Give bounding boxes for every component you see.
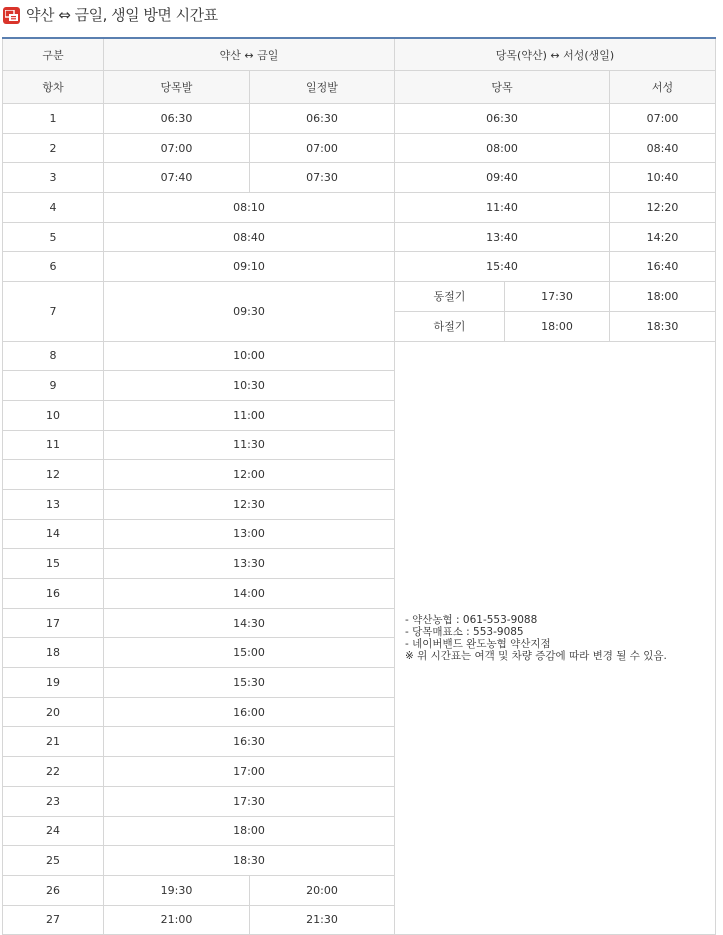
trip-number: 24 — [3, 816, 104, 846]
note-line: ※ 위 시간표는 여객 및 차량 증감에 따라 변경 될 수 있음. — [405, 649, 667, 662]
trip-number: 7 — [3, 282, 104, 341]
yaksan-geumil-time: 08:40 — [104, 222, 395, 252]
yaksan-geumil-time: 14:30 — [104, 608, 395, 638]
season-label-summer: 하절기 — [395, 311, 505, 341]
yaksan-geumil-time: 15:00 — [104, 638, 395, 668]
trip-number: 21 — [3, 727, 104, 757]
trip-number: 25 — [3, 846, 104, 876]
trip-number: 1 — [3, 104, 104, 134]
yaksan-geumil-time: 12:30 — [104, 489, 395, 519]
table-row — [3, 193, 716, 223]
trip-number: 22 — [3, 757, 104, 787]
dangmok-time: 11:40 — [395, 193, 610, 223]
dangmok-depart-time: 07:00 — [104, 133, 250, 163]
seoseong-time-winter: 18:00 — [610, 282, 716, 312]
trip-number: 18 — [3, 638, 104, 668]
contact-notes — [395, 341, 716, 935]
trip-number: 17 — [3, 608, 104, 638]
trip-number: 5 — [3, 222, 104, 252]
trip-number: 16 — [3, 579, 104, 609]
yaksan-geumil-time: 16:00 — [104, 697, 395, 727]
note-line: - 약산농협 : 061-553-9088 — [405, 613, 538, 626]
yaksan-geumil-time: 09:30 — [104, 282, 395, 341]
yaksan-geumil-time: 14:00 — [104, 579, 395, 609]
trip-number: 23 — [3, 786, 104, 816]
dangmok-time: 08:00 — [395, 133, 610, 163]
header-dangmok: 당목 — [395, 71, 610, 104]
header-trip: 항차 — [3, 71, 104, 104]
yaksan-geumil-time: 11:00 — [104, 400, 395, 430]
table-row — [3, 341, 716, 371]
trip-number: 4 — [3, 193, 104, 223]
trip-number: 3 — [3, 163, 104, 193]
trip-number: 26 — [3, 875, 104, 905]
seoseong-time: 10:40 — [610, 163, 716, 193]
table-row — [3, 163, 716, 193]
seoseong-time: 07:00 — [610, 104, 716, 134]
table-row — [3, 133, 716, 163]
dangmok-time: 09:40 — [395, 163, 610, 193]
dangmok-time: 13:40 — [395, 222, 610, 252]
yaksan-geumil-time: 18:30 — [104, 846, 395, 876]
note-line: - 네이버밴드 완도농협 약산지점 — [405, 637, 551, 650]
yaksan-geumil-time: 18:00 — [104, 816, 395, 846]
header-route-dangmok-seoseong: 당목(약산) ↔ 서성(생일) — [395, 38, 716, 71]
trip-number: 8 — [3, 341, 104, 371]
table-row — [3, 252, 716, 282]
table-row — [3, 222, 716, 252]
trip-number: 2 — [3, 133, 104, 163]
iljeong-depart-time: 06:30 — [250, 104, 395, 134]
yaksan-geumil-time: 12:00 — [104, 460, 395, 490]
yaksan-geumil-time: 17:00 — [104, 757, 395, 787]
seoseong-time: 12:20 — [610, 193, 716, 223]
trip-number: 19 — [3, 668, 104, 698]
seoseong-time: 16:40 — [610, 252, 716, 282]
yaksan-geumil-time: 16:30 — [104, 727, 395, 757]
yaksan-geumil-time: 11:30 — [104, 430, 395, 460]
dangmok-depart-time: 19:30 — [104, 875, 250, 905]
trip-number: 13 — [3, 489, 104, 519]
yaksan-geumil-time: 09:10 — [104, 252, 395, 282]
dangmok-time: 06:30 — [395, 104, 610, 134]
trip-number: 20 — [3, 697, 104, 727]
ferry-timetable — [2, 37, 716, 935]
trip-number: 10 — [3, 400, 104, 430]
dangmok-time: 15:40 — [395, 252, 610, 282]
table-row — [3, 282, 716, 312]
season-label-winter: 동절기 — [395, 282, 505, 312]
header-seoseong: 서성 — [610, 71, 716, 104]
trip-number: 9 — [3, 371, 104, 401]
dangmok-depart-time: 07:40 — [104, 163, 250, 193]
table-row — [3, 104, 716, 134]
yaksan-geumil-time: 13:00 — [104, 519, 395, 549]
header-row-stops — [3, 71, 716, 104]
header-category: 구분 — [3, 38, 104, 71]
iljeong-depart-time: 07:30 — [250, 163, 395, 193]
header-row-routes — [3, 38, 716, 71]
header-iljeong-depart: 일정발 — [250, 71, 395, 104]
trip-number: 27 — [3, 905, 104, 935]
seoseong-time: 08:40 — [610, 133, 716, 163]
yaksan-geumil-time: 17:30 — [104, 786, 395, 816]
page-title: 약산 ⇔ 금일, 생일 방면 시간표 — [26, 6, 218, 24]
iljeong-depart-time: 21:30 — [250, 905, 395, 935]
header-route-yaksan-geumil: 약산 ↔ 금일 — [104, 38, 395, 71]
trip-number: 12 — [3, 460, 104, 490]
seoseong-time-summer: 18:30 — [610, 311, 716, 341]
title-bar — [0, 0, 723, 37]
dangmok-depart-time: 21:00 — [104, 905, 250, 935]
iljeong-depart-time: 07:00 — [250, 133, 395, 163]
yaksan-geumil-time: 08:10 — [104, 193, 395, 223]
yaksan-geumil-time: 13:30 — [104, 549, 395, 579]
seoseong-time: 14:20 — [610, 222, 716, 252]
dangmok-time-summer: 18:00 — [505, 311, 610, 341]
trip-number: 14 — [3, 519, 104, 549]
iljeong-depart-time: 20:00 — [250, 875, 395, 905]
dangmok-depart-time: 06:30 — [104, 104, 250, 134]
yaksan-geumil-time: 10:00 — [104, 341, 395, 371]
trip-number: 15 — [3, 549, 104, 579]
yaksan-geumil-time: 10:30 — [104, 371, 395, 401]
trip-number: 6 — [3, 252, 104, 282]
trip-number: 11 — [3, 430, 104, 460]
ferry-schedule-icon — [3, 7, 20, 24]
yaksan-geumil-time: 15:30 — [104, 668, 395, 698]
dangmok-time-winter: 17:30 — [505, 282, 610, 312]
header-dangmok-depart: 당목발 — [104, 71, 250, 104]
note-line: - 당목매표소 : 553-9085 — [405, 625, 524, 638]
